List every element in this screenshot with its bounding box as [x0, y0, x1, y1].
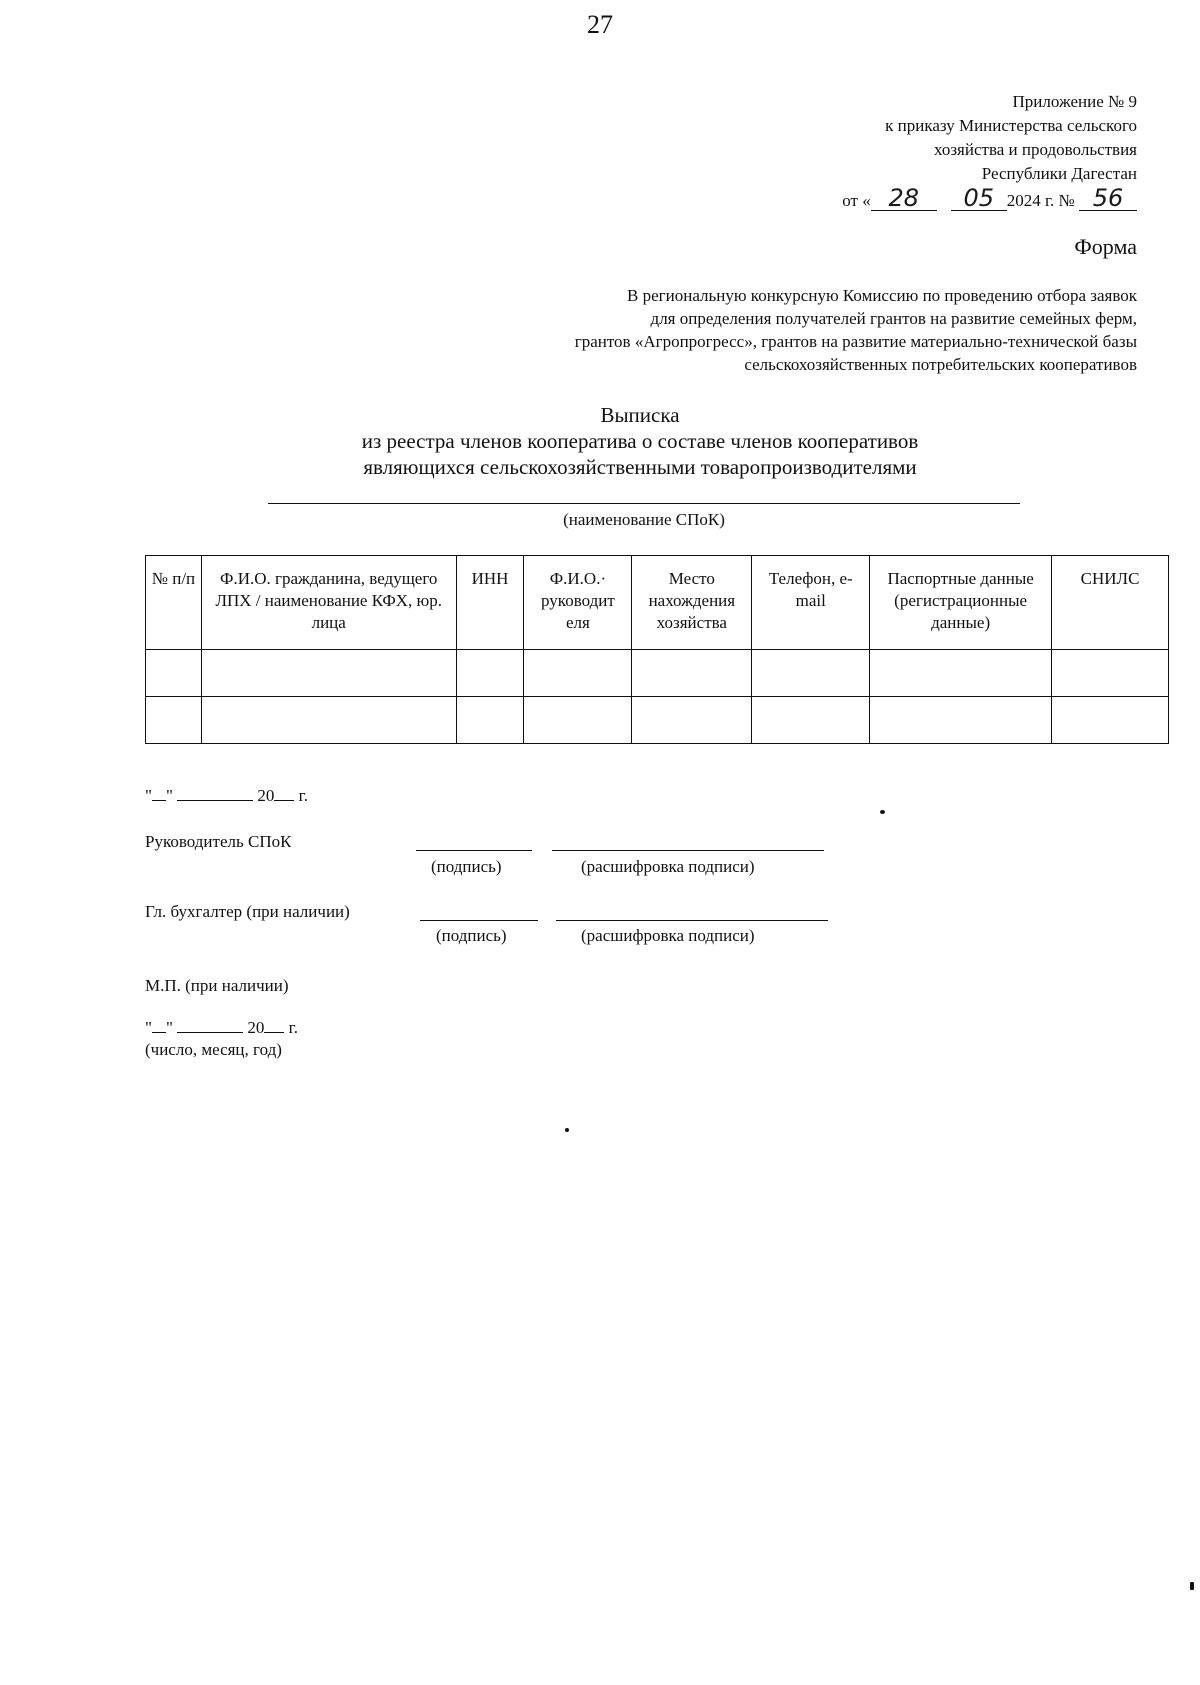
table-cell[interactable] [752, 697, 870, 744]
cooperative-name-field[interactable] [268, 503, 1020, 504]
title-line-3: являющихся сельскохозяйственными товаропроизводителями [363, 455, 917, 479]
table-cell[interactable] [456, 650, 524, 697]
date-caption: (число, месяц, год) [145, 1040, 282, 1059]
header-snils: СНИЛС [1052, 556, 1169, 650]
date-quote-open: " [145, 786, 152, 805]
scan-speck [1190, 1582, 1194, 1590]
table-cell[interactable] [524, 697, 632, 744]
date-quote-open: " [145, 1018, 152, 1037]
table-row [146, 650, 1169, 697]
date-quote-close: " [165, 786, 173, 805]
header-inn: ИНН [456, 556, 524, 650]
month-field[interactable] [177, 800, 253, 801]
table-cell[interactable] [632, 697, 752, 744]
page-number: 27 [587, 10, 613, 39]
addressee-line-2: для определения получателей грантов на развитие семейных ферм, [650, 309, 1137, 328]
table-cell[interactable] [870, 650, 1052, 697]
date-line-1 [145, 786, 308, 806]
handwritten-month: 05 [951, 186, 1007, 211]
date-year-suffix: 2024 г. № [1006, 191, 1075, 210]
year-suffix: г. [298, 786, 308, 805]
document-title [270, 402, 1010, 480]
head-signature-caption: (подпись) [431, 857, 502, 876]
table-row [146, 697, 1169, 744]
year-field[interactable] [264, 1032, 284, 1033]
table-header-row [146, 556, 1169, 650]
approval-line-3: хозяйства и продовольствия [933, 140, 1137, 159]
date-line-2 [145, 1018, 298, 1038]
table-cell[interactable] [870, 697, 1052, 744]
accountant-decoding-field[interactable] [556, 920, 828, 921]
accountant-decoding-caption: (расшифровка подписи) [581, 926, 755, 945]
header-director-name: Ф.И.О.· руководит еля [524, 556, 632, 650]
head-signature-field[interactable] [416, 850, 532, 851]
scan-speck [880, 810, 885, 814]
addressee-line-1: В региональную конкурсную Комиссию по проведению отбора заявок [627, 286, 1137, 305]
date-prefix: от « [842, 191, 871, 210]
head-label: Руководитель СПоК [145, 832, 292, 851]
head-decoding-caption: (расшифровка подписи) [581, 857, 755, 876]
year-suffix: г. [288, 1018, 298, 1037]
approval-block [717, 90, 1137, 213]
accountant-signature-caption: (подпись) [436, 926, 507, 945]
table-cell[interactable] [201, 697, 456, 744]
approval-line-2: к приказу Министерства сельского [885, 116, 1137, 135]
stamp-label: М.П. (при наличии) [145, 976, 289, 995]
scan-speck [565, 1128, 569, 1132]
accountant-signature-field[interactable] [420, 920, 538, 921]
handwritten-day: 28 [871, 186, 937, 211]
table-cell[interactable] [632, 650, 752, 697]
table-cell[interactable] [201, 650, 456, 697]
title-line-2: из реестра членов кооператива о составе членов кооперативов [361, 429, 919, 453]
approval-line-4: Республики Дагестан [981, 164, 1137, 183]
approval-line-1: Приложение № 9 [1012, 92, 1137, 111]
header-number: № п/п [146, 556, 202, 650]
header-full-name: Ф.И.О. гражданина, ведущего ЛПХ / наименование КФХ, юр. лица [201, 556, 456, 650]
head-decoding-field[interactable] [552, 850, 824, 851]
day-field[interactable] [152, 1032, 166, 1033]
table-cell[interactable] [1052, 697, 1169, 744]
handwritten-order-number: 56 [1079, 186, 1137, 211]
header-phone-email: Телефон, e-mail [752, 556, 870, 650]
table-cell[interactable] [146, 697, 202, 744]
table-cell[interactable] [1052, 650, 1169, 697]
accountant-label: Гл. бухгалтер (при наличии) [145, 902, 350, 921]
year-field[interactable] [274, 800, 294, 801]
table-cell[interactable] [752, 650, 870, 697]
year-prefix: 20 [247, 1018, 265, 1037]
title-line-1: Выписка [600, 403, 680, 427]
addressee-line-3: грантов «Агропрогресс», грантов на развитие материально-технической базы [574, 332, 1137, 351]
members-table [145, 555, 1169, 744]
month-field[interactable] [177, 1032, 243, 1033]
addressee-line-4: сельскохозяйственных потребительских кооперативов [744, 355, 1137, 374]
date-quote-close: " [165, 1018, 173, 1037]
addressee-block [417, 284, 1137, 376]
day-field[interactable] [152, 800, 166, 801]
header-farm-location: Место нахождения хозяйства [632, 556, 752, 650]
header-passport-data: Паспортные данные (регистрационные данные) [870, 556, 1052, 650]
table-cell[interactable] [524, 650, 632, 697]
form-label: Форма [1074, 234, 1137, 259]
year-prefix: 20 [257, 786, 275, 805]
cooperative-name-caption: (наименование СПоК) [563, 510, 725, 529]
approval-date-line [717, 186, 1137, 213]
table-cell[interactable] [146, 650, 202, 697]
table-cell[interactable] [456, 697, 524, 744]
